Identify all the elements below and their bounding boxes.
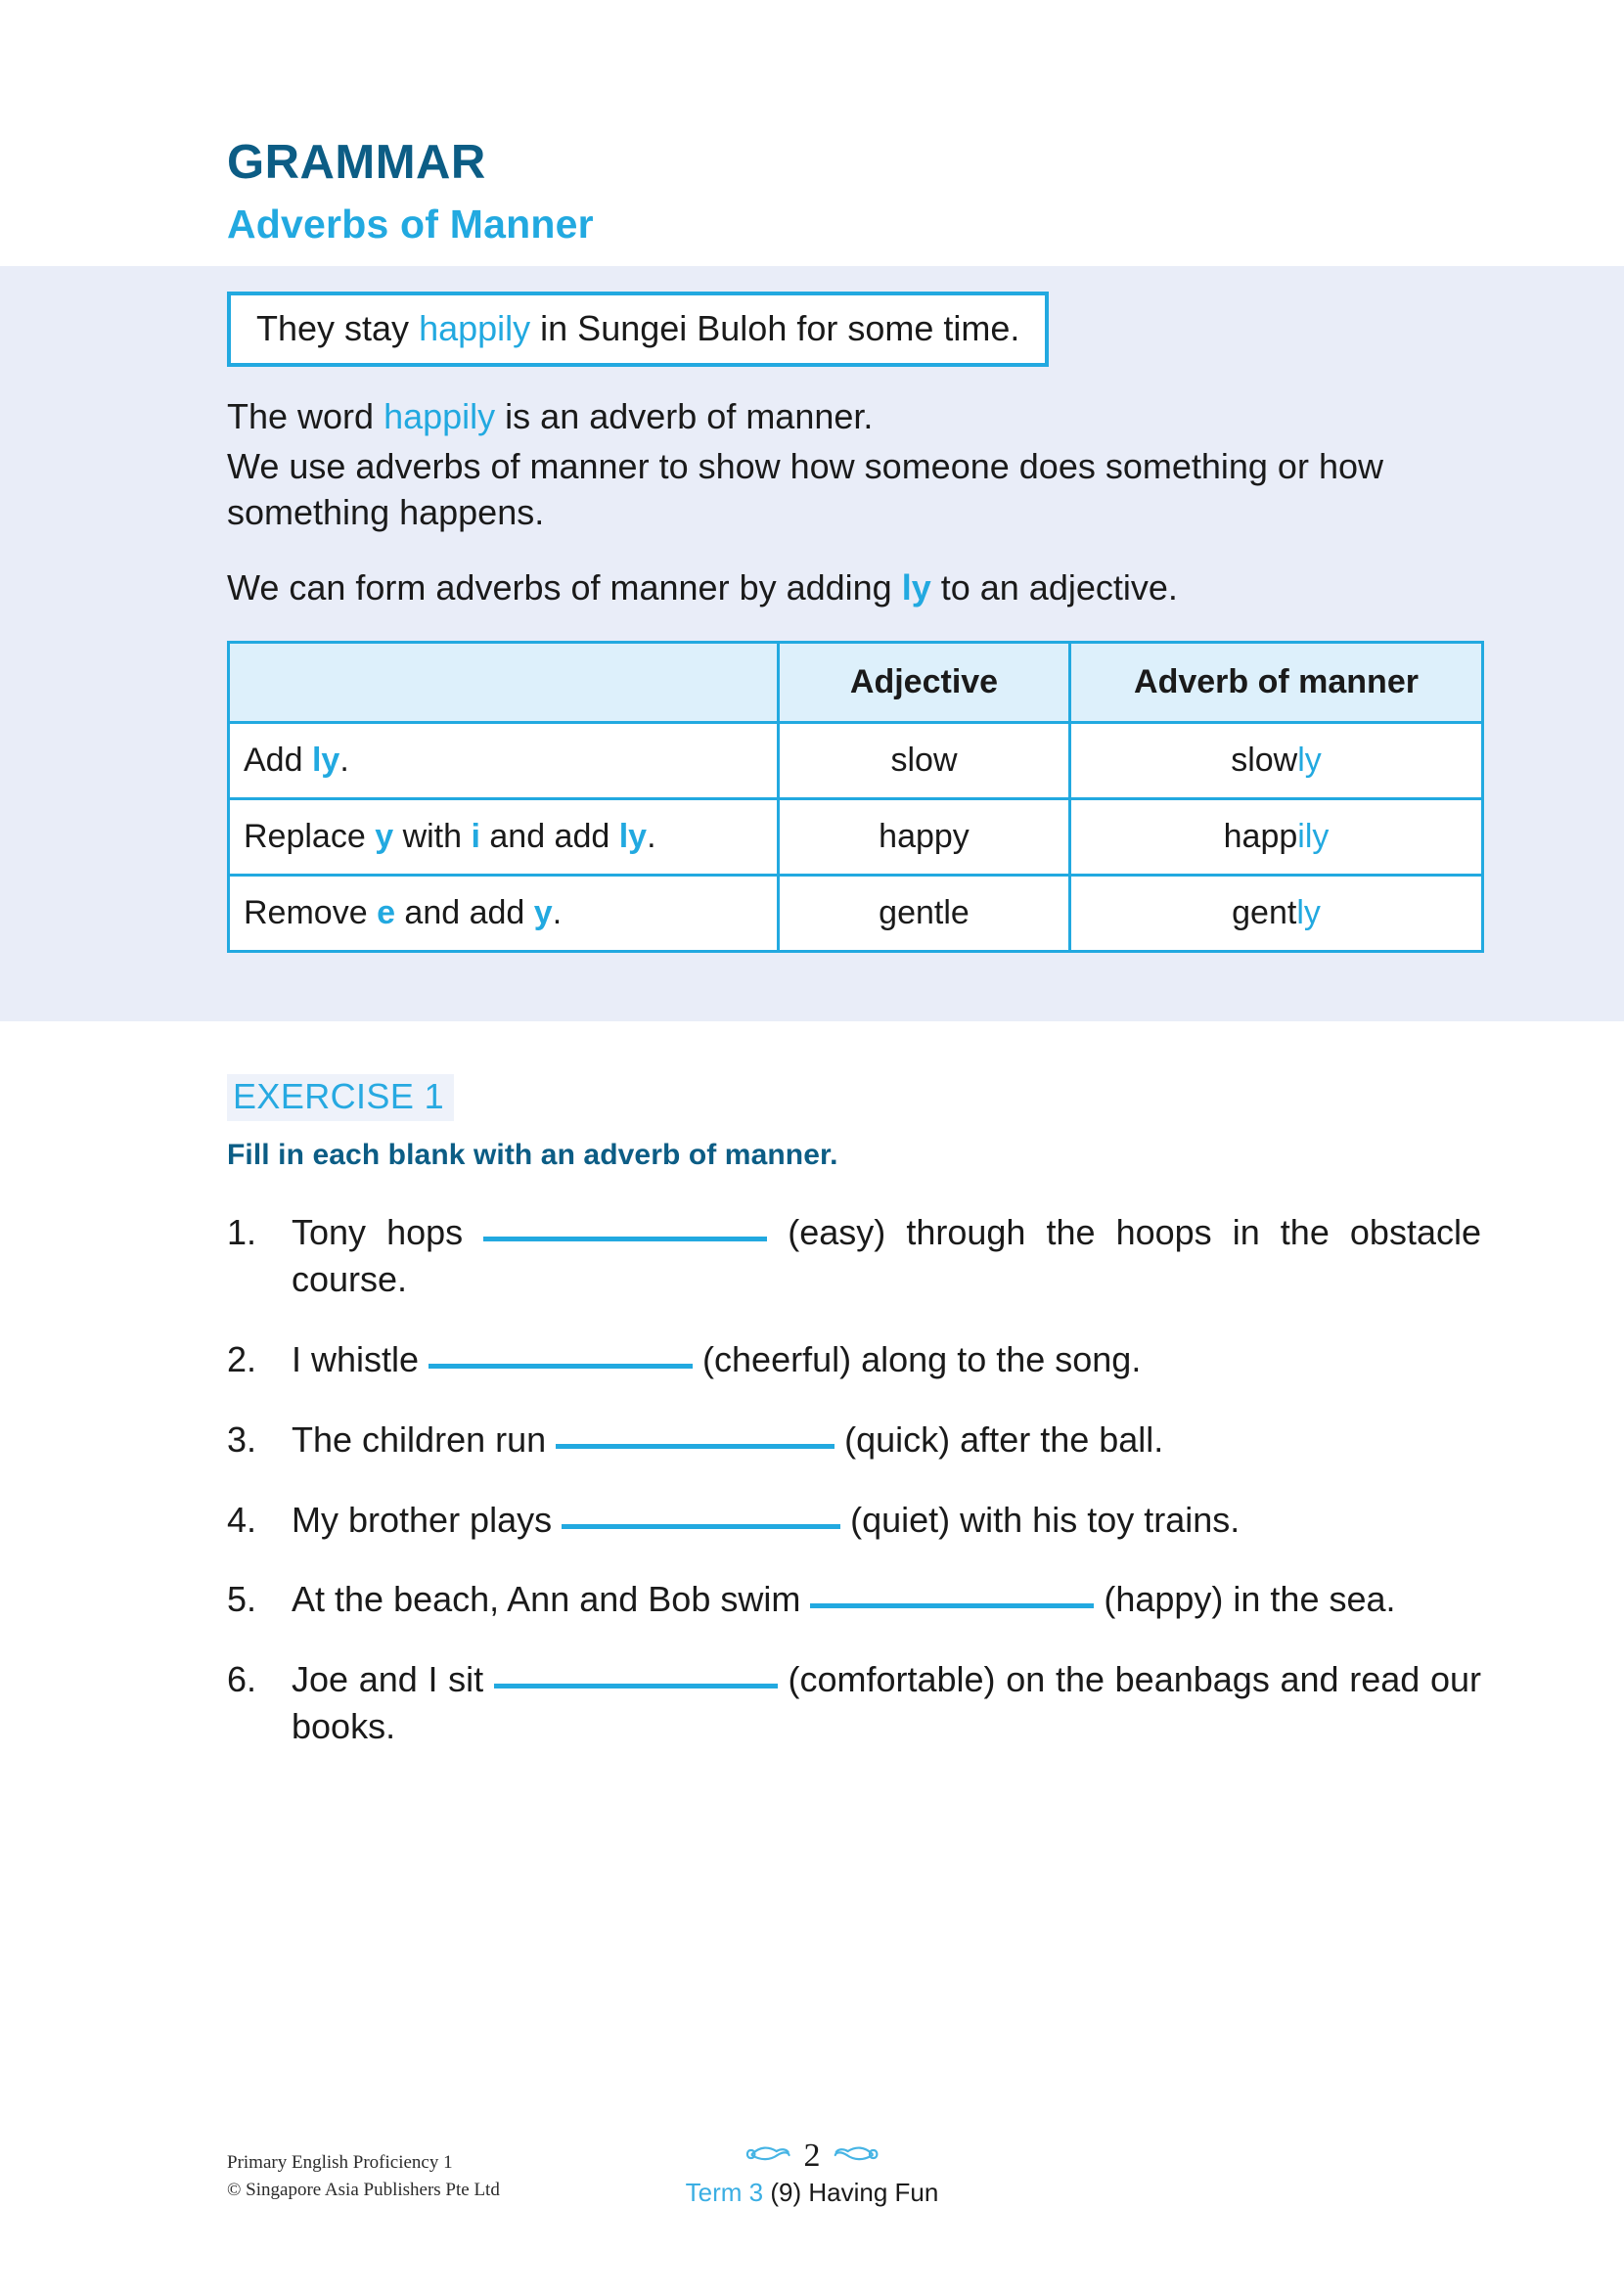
question-after-blank: (easy) through the hoops in the obstacle course. [292, 1212, 1481, 1299]
page-header [227, 136, 594, 247]
page-title: GRAMMAR [227, 136, 486, 189]
question-before-blank: Tony hops [292, 1212, 484, 1252]
footer-center-block [686, 2136, 939, 2207]
table-cell-rule [229, 722, 779, 798]
answer-blank[interactable] [810, 1578, 1094, 1608]
answer-blank[interactable] [494, 1658, 778, 1688]
table-row [229, 875, 1483, 951]
footer-caption [686, 2179, 939, 2207]
table-row [229, 798, 1483, 875]
text-run: ly [618, 817, 648, 855]
question-text [292, 1497, 1481, 1544]
table-cell-adjective: gentle [779, 875, 1070, 951]
teaching-panel [0, 266, 1624, 1021]
question-text [292, 1656, 1481, 1750]
example-sentence-box [227, 292, 1049, 367]
explanation-paragraph-1 [227, 394, 1481, 440]
list-item [227, 1417, 1481, 1463]
text-run: We use adverbs of manner to show how someone does something or how something happens. [227, 446, 1383, 532]
answer-blank[interactable] [556, 1418, 835, 1449]
teaching-panel-content [227, 266, 1481, 953]
example-highlight-word: happily [419, 308, 531, 348]
question-text [292, 1209, 1481, 1303]
footer-book-title: Primary English Proficiency 1 [227, 2152, 453, 2173]
question-before-blank: Joe and I sit [292, 1659, 494, 1700]
text-run: and add [479, 817, 619, 855]
exercise-label: EXERCISE 1 [227, 1074, 454, 1121]
question-after-blank: (happy) in the sea. [1094, 1579, 1396, 1620]
table-cell-rule [229, 798, 779, 875]
answer-blank[interactable] [483, 1211, 767, 1241]
table-header-adjective: Adjective [779, 642, 1070, 722]
text-run: y [533, 893, 553, 931]
question-text [292, 1576, 1481, 1623]
text-run: Remove [244, 893, 378, 931]
text-run: ly [1297, 741, 1322, 779]
text-run: Replace [244, 817, 376, 855]
example-after: in Sungei Buloh for some time. [530, 308, 1020, 348]
answer-blank[interactable] [562, 1499, 840, 1529]
text-run: y [375, 817, 394, 855]
question-after-blank: (quick) after the ball. [835, 1418, 1164, 1460]
question-after-blank: (cheerful) along to the song. [693, 1338, 1142, 1379]
question-list [227, 1209, 1481, 1750]
question-before-blank: I whistle [292, 1338, 429, 1379]
example-sentence [256, 308, 1019, 348]
text-run: happily [383, 396, 496, 437]
text-run: ly [1296, 893, 1321, 931]
table-cell-rule [229, 875, 779, 951]
question-before-blank: My brother plays [292, 1499, 563, 1540]
footer-copyright: © Singapore Asia Publishers Pte Ltd [227, 2179, 500, 2200]
question-after-blank: (quiet) with his toy trains. [840, 1499, 1241, 1540]
text-run: with [393, 817, 472, 855]
question-after-blank: (comfortable) on the beanbags and read our books. [292, 1659, 1481, 1747]
exercise-instruction: Fill in each blank with an adverb of manner. [227, 1139, 838, 1171]
question-number: 6. [227, 1659, 257, 1700]
text-run: ily [1297, 817, 1330, 855]
table-cell-adjective: happy [779, 798, 1070, 875]
flourish-right-icon [834, 2143, 879, 2170]
table-row [229, 722, 1483, 798]
question-number: 4. [227, 1499, 257, 1540]
page-number: 2 [803, 2138, 821, 2174]
example-before: They stay [256, 308, 420, 348]
text-run: e [377, 893, 395, 931]
explanation-paragraph-3 [227, 565, 1481, 611]
text-run: . [339, 741, 349, 779]
list-item [227, 1336, 1481, 1383]
text-run: i [471, 817, 480, 855]
table-cell-adjective: slow [779, 722, 1070, 798]
table-cell-adverb [1070, 875, 1483, 951]
question-number: 3. [227, 1418, 257, 1460]
text-run: Add [244, 741, 312, 779]
exercise-section [227, 1074, 1481, 1783]
text-run: to an adjective. [930, 566, 1178, 608]
question-text [292, 1336, 1481, 1383]
table-cell-adverb [1070, 722, 1483, 798]
table-header-row [229, 642, 1483, 722]
table-body [229, 722, 1483, 951]
list-item [227, 1576, 1481, 1623]
flourish-left-icon [744, 2143, 789, 2170]
list-item [227, 1209, 1481, 1303]
list-item [227, 1497, 1481, 1544]
table-header-rule [229, 642, 779, 722]
answer-blank[interactable] [429, 1338, 693, 1369]
table-cell-adverb [1070, 798, 1483, 875]
text-run: We can form adverbs of manner by adding [227, 566, 902, 608]
question-number: 5. [227, 1579, 257, 1620]
text-run: gent [1232, 893, 1297, 931]
page-number-row [686, 2136, 939, 2177]
question-text [292, 1417, 1481, 1463]
explanation-paragraph-2 [227, 444, 1481, 536]
adverb-formation-table [227, 641, 1484, 953]
page-subtitle: Adverbs of Manner [227, 202, 594, 247]
footer-term: Term 3 [685, 2178, 764, 2207]
text-run: . [647, 817, 656, 855]
question-number: 2. [227, 1338, 257, 1379]
question-number: 1. [227, 1212, 257, 1252]
text-run: The word [227, 396, 384, 437]
text-run: slow [1231, 741, 1298, 779]
table-header-adverb: Adverb of manner [1070, 642, 1483, 722]
text-run: is an adverb of manner. [495, 396, 874, 437]
footer-unit: (9) Having Fun [770, 2178, 939, 2207]
text-run: ly [901, 566, 931, 608]
text-run: ly [311, 741, 340, 779]
list-item [227, 1656, 1481, 1750]
question-before-blank: At the beach, Ann and Bob swim [292, 1579, 811, 1620]
page-footer [0, 2132, 1624, 2239]
text-run: happ [1223, 817, 1298, 855]
text-run: and add [394, 893, 534, 931]
text-run: . [552, 893, 563, 931]
question-before-blank: The children run [292, 1418, 557, 1460]
footer-publisher-info [227, 2149, 500, 2203]
